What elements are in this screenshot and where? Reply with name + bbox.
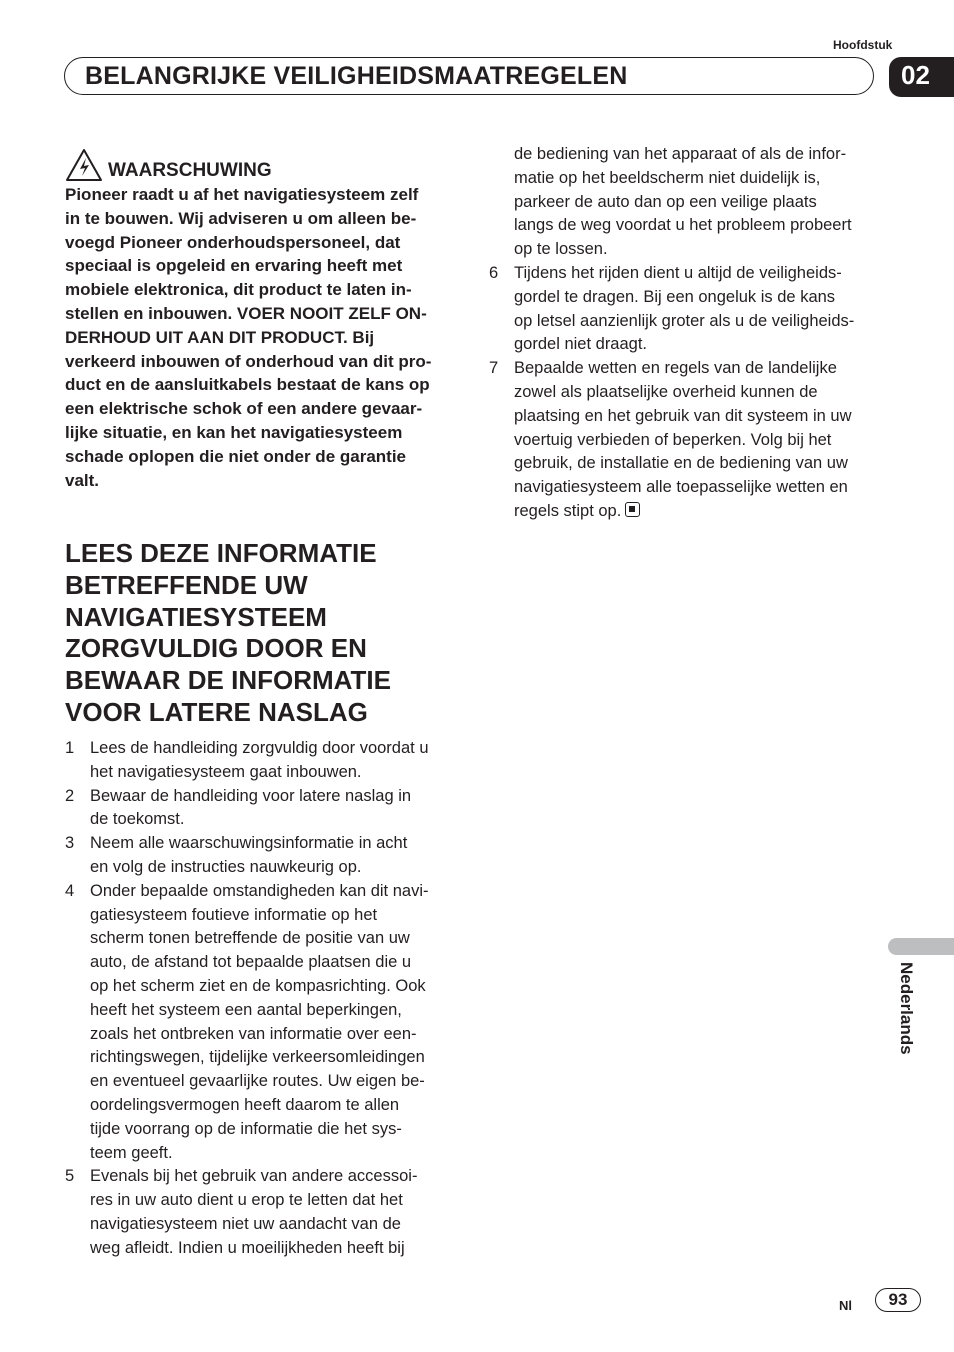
list-item-line: en volg de instructies nauwkeurig op.: [90, 857, 362, 876]
list-item-line: Tijdens het rijden dient u altijd de veiligheids-: [514, 264, 842, 282]
list-item-line: res in uw auto dient u erop te letten dat het: [90, 1191, 403, 1210]
list-item-line: parkeer de auto dan op een veilige plaats: [514, 192, 817, 211]
list-item-line: langs de weg voordat u het probleem probeert: [514, 216, 852, 235]
heading-line: VOOR LATERE NASLAG: [65, 696, 368, 727]
list-item: [489, 262, 881, 357]
list-item-line: voertuig verbieden of beperken. Volg bij het: [514, 430, 832, 449]
list-item-line: plaatsing en het gebruik van dit systeem in uw: [514, 406, 852, 425]
warning-line: speciaal is opgeleid en ervaring heeft met: [65, 256, 403, 276]
section-title: BELANGRIJKE VEILIGHEIDSMAATREGELEN: [85, 62, 628, 90]
list-item-line: de bediening van het apparaat of als de infor-: [514, 145, 847, 163]
list-item-line: Bepaalde wetten en regels van de landelijke: [514, 359, 837, 378]
warning-line: in te bouwen. Wij adviseren u om alleen be-: [65, 208, 417, 228]
list-item-line: teem geeft.: [90, 1143, 173, 1162]
chapter-label: Hoofdstuk: [833, 38, 893, 52]
heading-line: ZORGVULDIG DOOR EN: [65, 633, 367, 664]
list-item-line: gebruik, de installatie en de bediening van uw: [514, 454, 848, 473]
list-item: [65, 785, 457, 833]
warning-line: verkeerd inbouwen of onderhoud van dit pro-: [65, 351, 432, 371]
list-item-number: 3: [65, 834, 75, 853]
list-item: [65, 737, 457, 785]
list-item-number: 4: [65, 881, 75, 900]
warning-title: WAARSCHUWING: [108, 160, 272, 181]
list-item-last-line: [514, 500, 881, 524]
warning-icon: [65, 148, 103, 182]
list-item: [65, 832, 457, 880]
warning-line: schade oplopen die niet onder de garantie: [65, 446, 407, 466]
list-item-line: weg afleidt. Indien u moeilijkheden heeft bij: [90, 1238, 405, 1257]
list-item-line: Neem alle waarschuwingsinformatie in acht: [90, 834, 408, 853]
list-item-line: Lees de handleiding zorgvuldig door voordat u: [90, 739, 429, 757]
list-item-line: regels stipt op.: [514, 501, 622, 520]
list-item-line: matie op het beeldscherm niet duidelijk is,: [514, 168, 821, 187]
list-item-line: op letsel aanzienlijk groter als u de veiligheids-: [514, 311, 855, 330]
section-header: [64, 57, 874, 95]
warning-line: voegd Pioneer onderhoudspersoneel, dat: [65, 232, 401, 252]
chapter-tab: [889, 57, 954, 97]
warning-line: duct en de aansluitkabels bestaat de kans op: [65, 375, 430, 395]
side-language-label: Nederlands: [897, 962, 916, 1055]
page-number: 93: [875, 1288, 921, 1312]
list-item-continuation: [514, 143, 882, 262]
list-item-line: navigatiesysteem niet uw aandacht van de: [90, 1214, 401, 1233]
warning-line: mobiele elektronica, dit product te laten in-: [65, 280, 412, 300]
list-item-line: op het scherm ziet en de kompasrichting. Ook: [90, 976, 426, 995]
list-item-line: gordel niet draagt.: [514, 335, 648, 354]
warning-line: stellen en inbouwen. VOER NOOIT ZELF ON-: [65, 303, 427, 323]
chapter-number: 02: [901, 60, 930, 90]
list-item-line: auto, de afstand tot bepaalde plaatsen die u: [90, 953, 412, 972]
list-item-line: Evenals bij het gebruik van andere accessoi-: [90, 1167, 418, 1186]
list-item: [65, 880, 457, 1166]
list-item-number: 1: [65, 739, 75, 757]
end-of-section-icon: [625, 502, 640, 517]
list-item-number: 7: [489, 359, 499, 378]
list-item: [65, 1165, 457, 1260]
heading-line: BETREFFENDE UW: [65, 569, 308, 600]
list-item-line: op te lossen.: [514, 240, 608, 259]
warning-line: DERHOUD UIT AAN DIT PRODUCT. Bij: [65, 327, 375, 347]
list-item-line: oordelingsvermogen heeft daarom te allen: [90, 1095, 400, 1114]
list-item-line: Onder bepaalde omstandigheden kan dit navi-: [90, 881, 429, 900]
heading-line: LEES DEZE INFORMATIE: [65, 538, 377, 568]
list-item-line: tijde voorrang op de informatie die het sys-: [90, 1119, 402, 1138]
main-heading: [65, 538, 465, 729]
list-item-line: heeft het systeem een aantal beperkingen,: [90, 1000, 402, 1019]
list-item: [489, 357, 881, 524]
list-item-number: 2: [65, 786, 75, 805]
heading-line: NAVIGATIESYSTEEM: [65, 601, 327, 632]
warning-body: [65, 183, 455, 492]
language-side-tab: [888, 938, 954, 955]
list-item-line: zowel als plaatselijke overheid kunnen de: [514, 382, 818, 401]
warning-line: valt.: [65, 470, 100, 490]
list-item-number: 5: [65, 1167, 75, 1186]
heading-line: BEWAAR DE INFORMATIE: [65, 665, 391, 696]
list-item-line: de toekomst.: [90, 810, 185, 829]
list-item-line: en eventueel gevaarlijke routes. Uw eigen be-: [90, 1072, 425, 1091]
list-item-line: het navigatiesysteem gaat inbouwen.: [90, 762, 362, 781]
list-item-line: Bewaar de handleiding voor latere naslag in: [90, 786, 412, 805]
list-item-line: richtingswegen, tijdelijke verkeersomleidingen: [90, 1048, 425, 1067]
list-item-line: navigatiesysteem alle toepasselijke wetten en: [514, 478, 848, 497]
instruction-list-right: [489, 262, 881, 524]
warning-line: een elektrische schok of een andere gevaar-: [65, 399, 423, 419]
instruction-list-left: [65, 737, 457, 1261]
list-item-line: scherm tonen betreffende de positie van uw: [90, 929, 410, 948]
list-item-line: gordel te dragen. Bij een ongeluk is de kans: [514, 287, 836, 306]
footer-language-code: Nl: [839, 1298, 852, 1313]
warning-line: lijke situatie, en kan het navigatiesysteem: [65, 422, 403, 442]
list-item-line: zoals het ontbreken van informatie over een-: [90, 1024, 417, 1043]
list-item-number: 6: [489, 264, 499, 282]
warning-line: Pioneer raadt u af het navigatiesysteem zelf: [65, 185, 419, 204]
list-item-line: gatiesysteem foutieve informatie op het: [90, 905, 378, 924]
